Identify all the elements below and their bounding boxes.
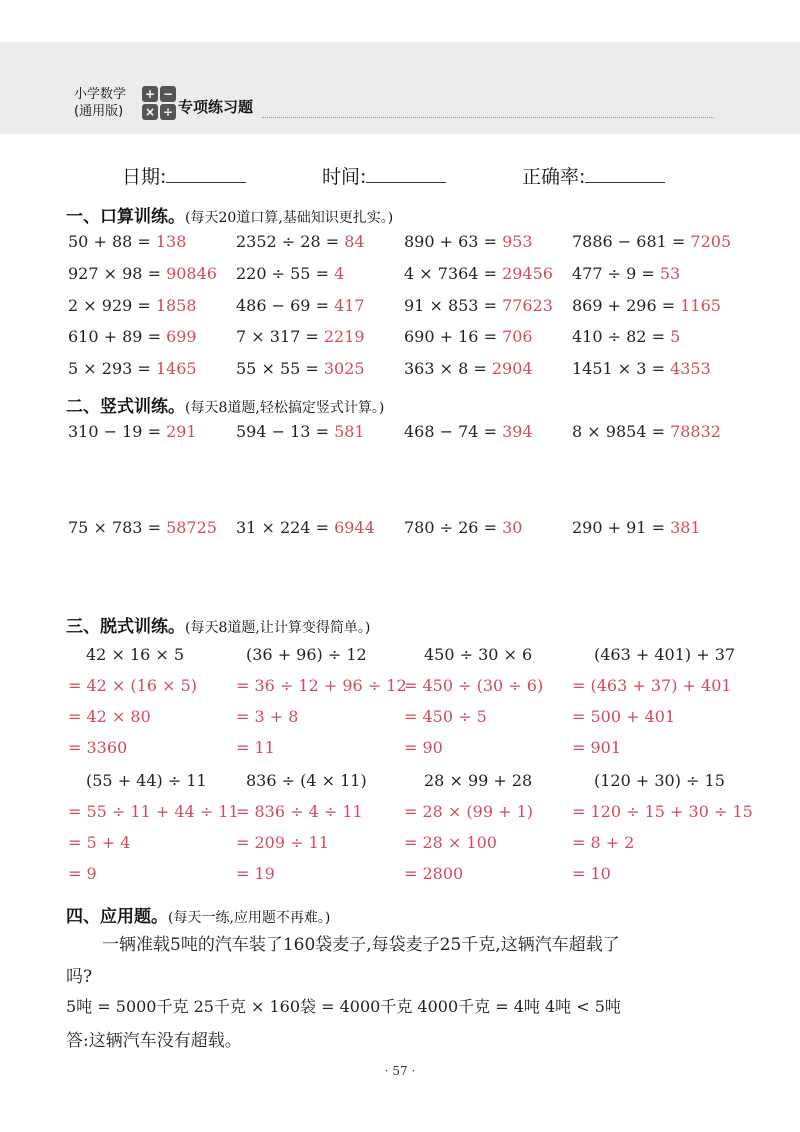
section-app-heading: 四、应用题。 <box>66 907 168 927</box>
expand-step: = 28 × (99 + 1) <box>404 802 534 821</box>
expand-expression: (36 + 96) ÷ 12 <box>246 645 367 664</box>
problem-expression: 486 − 69 = <box>236 296 335 315</box>
expand-expression: 836 ÷ (4 × 11) <box>246 771 367 790</box>
problem-answer: 6944 <box>334 518 375 537</box>
expand-step: = 55 ÷ 11 + 44 ÷ 11 <box>68 802 239 821</box>
expand-step: = 36 ÷ 12 + 96 ÷ 12 <box>236 676 407 695</box>
oral-problem <box>68 264 217 283</box>
oral-problem <box>68 296 197 315</box>
problem-expression: 690 + 16 = <box>404 327 503 346</box>
section-vertical-note: (每天8道题,轻松搞定竖式计算。) <box>185 400 385 416</box>
oral-problem <box>404 232 533 251</box>
problem-expression: 8 × 9854 = <box>572 422 671 441</box>
date-label: 日期: <box>122 166 167 188</box>
problem-answer: 5 <box>670 327 681 346</box>
accuracy-field <box>522 162 665 189</box>
expand-expression: (463 + 401) + 37 <box>594 645 736 664</box>
expand-step: = 28 × 100 <box>404 833 497 852</box>
time-field <box>322 162 446 189</box>
section-expand-title <box>66 612 370 637</box>
divide-icon: ÷ <box>160 104 176 120</box>
section-expand-heading: 三、脱式训练。 <box>66 617 185 637</box>
problem-answer: 699 <box>166 327 197 346</box>
problem-answer: 3025 <box>323 359 365 378</box>
problem-answer: 77623 <box>502 296 553 315</box>
oral-problem <box>68 359 197 378</box>
expand-step: = 3 + 8 <box>236 707 299 726</box>
problem-answer: 30 <box>502 518 523 537</box>
problem-answer: 1465 <box>155 359 197 378</box>
oral-problem <box>404 296 553 315</box>
oral-problem <box>68 232 186 251</box>
date-blank <box>166 166 246 183</box>
problem-expression: 310 − 19 = <box>68 422 167 441</box>
oral-problem <box>68 327 197 346</box>
oral-problem <box>404 264 553 283</box>
oral-problem <box>572 264 680 283</box>
problem-expression: 4 × 7364 = <box>404 264 503 283</box>
vertical-problem <box>68 518 217 537</box>
problem-expression: 2352 ÷ 28 = <box>236 232 345 251</box>
application-answer: 答:这辆汽车没有超载。 <box>66 1031 242 1051</box>
oral-problem <box>572 327 680 346</box>
problem-expression: 468 − 74 = <box>404 422 503 441</box>
oral-problem <box>572 359 711 378</box>
problem-expression: 1451 × 3 = <box>572 359 671 378</box>
time-blank <box>366 166 446 183</box>
expand-step: = 42 × (16 × 5) <box>68 676 198 695</box>
oral-problem <box>236 296 365 315</box>
section-oral-heading: 一、口算训练。 <box>66 207 185 227</box>
problem-expression: 780 ÷ 26 = <box>404 518 503 537</box>
problem-expression: 5 × 293 = <box>68 359 156 378</box>
problem-answer: 90846 <box>166 264 217 283</box>
expand-step: = 90 <box>404 738 443 757</box>
section-vertical-title <box>66 392 384 417</box>
problem-expression: 31 × 224 = <box>236 518 335 537</box>
expand-step: = 901 <box>572 738 622 757</box>
vertical-problem <box>68 422 197 441</box>
problem-answer: 58725 <box>166 518 217 537</box>
problem-answer: 581 <box>334 422 365 441</box>
problem-expression: 610 + 89 = <box>68 327 167 346</box>
problem-answer: 953 <box>502 232 533 251</box>
vertical-problem <box>572 422 721 441</box>
problem-answer: 2904 <box>491 359 533 378</box>
problem-answer: 1165 <box>680 296 721 315</box>
accuracy-label: 正确率: <box>522 166 586 188</box>
problem-answer: 706 <box>502 327 533 346</box>
application-question-line1: 一辆准载5吨的汽车装了160袋麦子,每袋麦子25千克,这辆汽车超载了 <box>102 935 620 955</box>
subject-title: 专项练习题 <box>178 98 254 116</box>
problem-expression: 363 × 8 = <box>404 359 492 378</box>
problem-answer: 291 <box>166 422 197 441</box>
book-title-line2: (通用版) <box>74 104 124 119</box>
expand-step: = 500 + 401 <box>572 707 676 726</box>
oral-problem <box>236 232 365 251</box>
operator-icons <box>142 86 176 120</box>
oral-problem <box>572 296 721 315</box>
expand-expression: 450 ÷ 30 × 6 <box>424 645 533 664</box>
problem-answer: 1858 <box>155 296 197 315</box>
problem-expression: 2 × 929 = <box>68 296 156 315</box>
application-work: 5吨 = 5000千克 25千克 × 160袋 = 4000千克 4000千克 = 4吨 4吨 < 5吨 <box>66 997 621 1016</box>
problem-answer: 381 <box>670 518 701 537</box>
book-title <box>74 86 126 120</box>
expand-step: = 19 <box>236 864 275 883</box>
book-title-line1: 小学数学 <box>74 87 127 102</box>
expand-step: = 10 <box>572 864 611 883</box>
section-oral-note: (每天20道口算,基础知识更扎实。) <box>185 210 394 226</box>
expand-step: = 5 + 4 <box>68 833 131 852</box>
section-app-note: (每天一练,应用题不再难。) <box>168 910 331 926</box>
problem-expression: 7 × 317 = <box>236 327 324 346</box>
problem-answer: 2219 <box>323 327 365 346</box>
expand-expression: 28 × 99 + 28 <box>424 771 533 790</box>
vertical-problem <box>236 518 375 537</box>
expand-expression: (55 + 44) ÷ 11 <box>86 771 207 790</box>
section-app-title <box>66 902 330 927</box>
expand-step: = 450 ÷ 5 <box>404 707 487 726</box>
expand-step: = 9 <box>68 864 97 883</box>
accuracy-blank <box>585 166 665 183</box>
minus-icon: − <box>160 86 176 102</box>
problem-expression: 75 × 783 = <box>68 518 167 537</box>
problem-expression: 594 − 13 = <box>236 422 335 441</box>
problem-answer: 394 <box>502 422 533 441</box>
problem-expression: 220 ÷ 55 = <box>236 264 335 283</box>
time-label: 时间: <box>322 166 367 188</box>
problem-expression: 55 × 55 = <box>236 359 324 378</box>
problem-expression: 50 + 88 = <box>68 232 156 251</box>
problem-expression: 410 ÷ 82 = <box>572 327 671 346</box>
oral-problem <box>404 327 533 346</box>
expand-step: = 8 + 2 <box>572 833 635 852</box>
problem-answer: 29456 <box>502 264 553 283</box>
oral-problem <box>572 232 731 251</box>
problem-answer: 138 <box>155 232 187 251</box>
problem-expression: 927 × 98 = <box>68 264 167 283</box>
problem-answer: 78832 <box>670 422 721 441</box>
problem-expression: 477 ÷ 9 = <box>572 264 660 283</box>
problem-expression: 290 + 91 = <box>572 518 671 537</box>
problem-answer: 4 <box>334 264 345 283</box>
oral-problem <box>404 359 533 378</box>
expand-step: = 11 <box>236 738 275 757</box>
problem-answer: 417 <box>334 296 365 315</box>
expand-step: = 120 ÷ 15 + 30 ÷ 15 <box>572 802 753 821</box>
problem-expression: 7886 − 681 = <box>572 232 691 251</box>
section-oral-title <box>66 202 393 227</box>
problem-answer: 53 <box>659 264 681 283</box>
expand-step: = 209 ÷ 11 <box>236 833 329 852</box>
vertical-problem <box>404 518 522 537</box>
application-question-line2: 吗? <box>66 967 93 987</box>
section-expand-note: (每天8道题,让计算变得简单。) <box>185 620 371 636</box>
header-divider <box>262 117 714 118</box>
vertical-problem <box>236 422 365 441</box>
date-field <box>122 162 246 189</box>
plus-icon: + <box>142 86 158 102</box>
oral-problem <box>236 264 344 283</box>
problem-expression: 890 + 63 = <box>404 232 503 251</box>
multiply-icon: × <box>142 104 158 120</box>
problem-answer: 4353 <box>670 359 711 378</box>
problem-answer: 84 <box>344 232 365 251</box>
expand-step: = 42 × 80 <box>68 707 151 726</box>
expand-step: = 3360 <box>68 738 128 757</box>
expand-step: = (463 + 37) + 401 <box>572 676 732 695</box>
expand-expression: 42 × 16 × 5 <box>86 645 185 664</box>
vertical-problem <box>572 518 701 537</box>
problem-answer: 7205 <box>690 232 732 251</box>
page-number: · 57 · <box>384 1064 416 1078</box>
expand-expression: (120 + 30) ÷ 15 <box>594 771 725 790</box>
expand-step: = 2800 <box>404 864 464 883</box>
section-vertical-heading: 二、竖式训练。 <box>66 397 185 417</box>
oral-problem <box>236 327 365 346</box>
problem-expression: 91 × 853 = <box>404 296 503 315</box>
oral-problem <box>236 359 365 378</box>
expand-step: = 836 ÷ 4 ÷ 11 <box>236 802 363 821</box>
expand-step: = 450 ÷ (30 ÷ 6) <box>404 676 544 695</box>
problem-expression: 869 + 296 = <box>572 296 681 315</box>
vertical-problem <box>404 422 533 441</box>
